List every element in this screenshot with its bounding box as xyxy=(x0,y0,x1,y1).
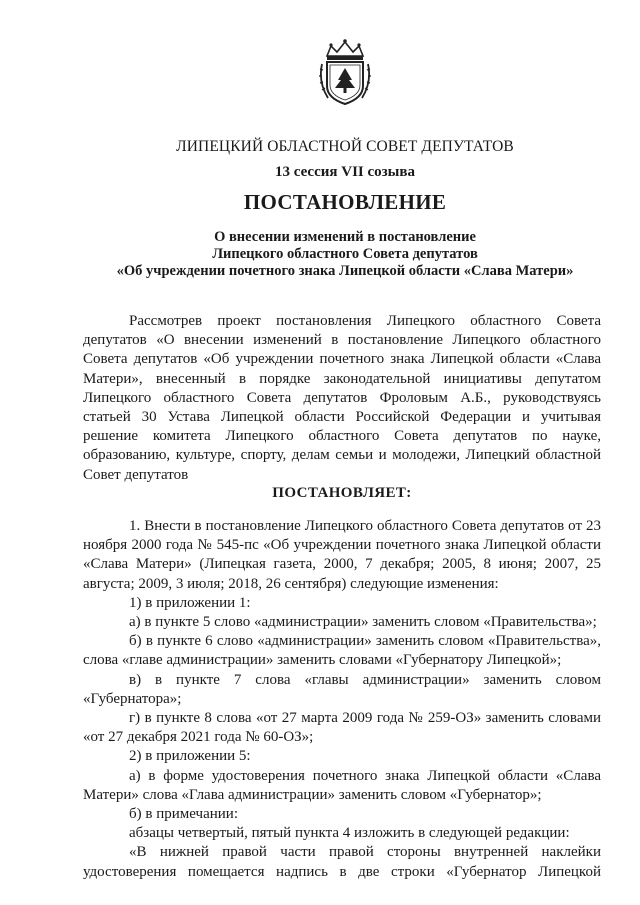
subitem-g: г) в пункте 8 слова «от 27 марта 2009 года № 259-ОЗ» заменить словами «от 27 декабря 2021 года № 60-ОЗ»; xyxy=(83,710,601,746)
lipetsk-coat-of-arms-icon xyxy=(318,36,372,106)
subitem-v: в) в пункте 7 слова «главы администрации» заменить словом «Губернатора»; xyxy=(83,671,601,707)
item-1: 1. Внести в постановление Липецкого областного Совета депутатов от 23 ноября 2000 года № 545-пс «Об учреждении почетного знака Липецкой области «Слава Матери» (Липецкая газета, 2000, 7 декабря; 2005, 8 июня; 2007, 25 августа; 2009, 3 июля; 2018, 26 сентября) следующие изменения: xyxy=(83,518,601,592)
preamble xyxy=(83,312,601,485)
document-type-title: ПОСТАНОВЛЕНИЕ xyxy=(243,190,447,214)
resolution-body xyxy=(83,517,601,882)
subitem-b: б) в пункте 6 слово «администрации» заменить словом «Правительства», слова «главе администрации» заменить словами «Губернатору Липецкой»; xyxy=(83,633,601,669)
council-name: ЛИПЕЦКИЙ ОБЛАСТНОЙ СОВЕТ ДЕПУТАТОВ xyxy=(176,138,514,155)
preamble-text: Рассмотрев проект постановления Липецкого областного Совета депутатов «О внесении изменений в постановление Липецкого областного Совета депутатов «Об учреждении почетного знака Липецкой области «Слава Матери», внесенный в порядке законодательной инициативы депутатом Липецкого областного Совета депутатов Фроловым А.Б., руководствуясь статьей 30 Устава Липецкой области Российской Федерации и учитывая решение комитета Липецкого областного Совета депутатов по науке, образованию, культуре, спорту, делам семьи и молодежи, Липецкий областной Совет депутатов xyxy=(83,313,601,483)
paragraph-instruction: абзацы четвертый, пятый пункта 4 изложить в следующей редакции: xyxy=(129,825,570,842)
quote-line: «В нижней правой части правой стороны внутренней наклейки xyxy=(129,844,601,861)
subitem-a-form: а) в форме удостоверения почетного знака Липецкой области «Слава Матери» слова «Глава администрации» заменить словом «Губернатор»; xyxy=(83,767,601,803)
subitem-a: а) в пункте 5 слово «администрации» заменить словом «Правительства»; xyxy=(129,614,597,631)
subitem-appendix-1: 1) в приложении 1: xyxy=(129,594,251,611)
subject-line: О внесении изменений в постановление xyxy=(214,229,476,245)
session-label: 13 сессия VII созыва xyxy=(274,164,415,180)
subject-line: «Об учреждении почетного знака Липецкой области «Слава Матери» xyxy=(116,263,574,279)
resolves-heading: ПОСТАНОВЛЯЕТ: xyxy=(272,485,412,501)
resolution-subject xyxy=(60,229,630,280)
subitem-b-note: б) в примечании: xyxy=(129,806,238,823)
subject-line: Липецкого областного Совета депутатов xyxy=(212,246,478,262)
quote-line: удостоверения помещается надпись в две строки «Губернатор Липецкой xyxy=(83,863,601,880)
subitem-appendix-5: 2) в приложении 5: xyxy=(129,748,251,765)
